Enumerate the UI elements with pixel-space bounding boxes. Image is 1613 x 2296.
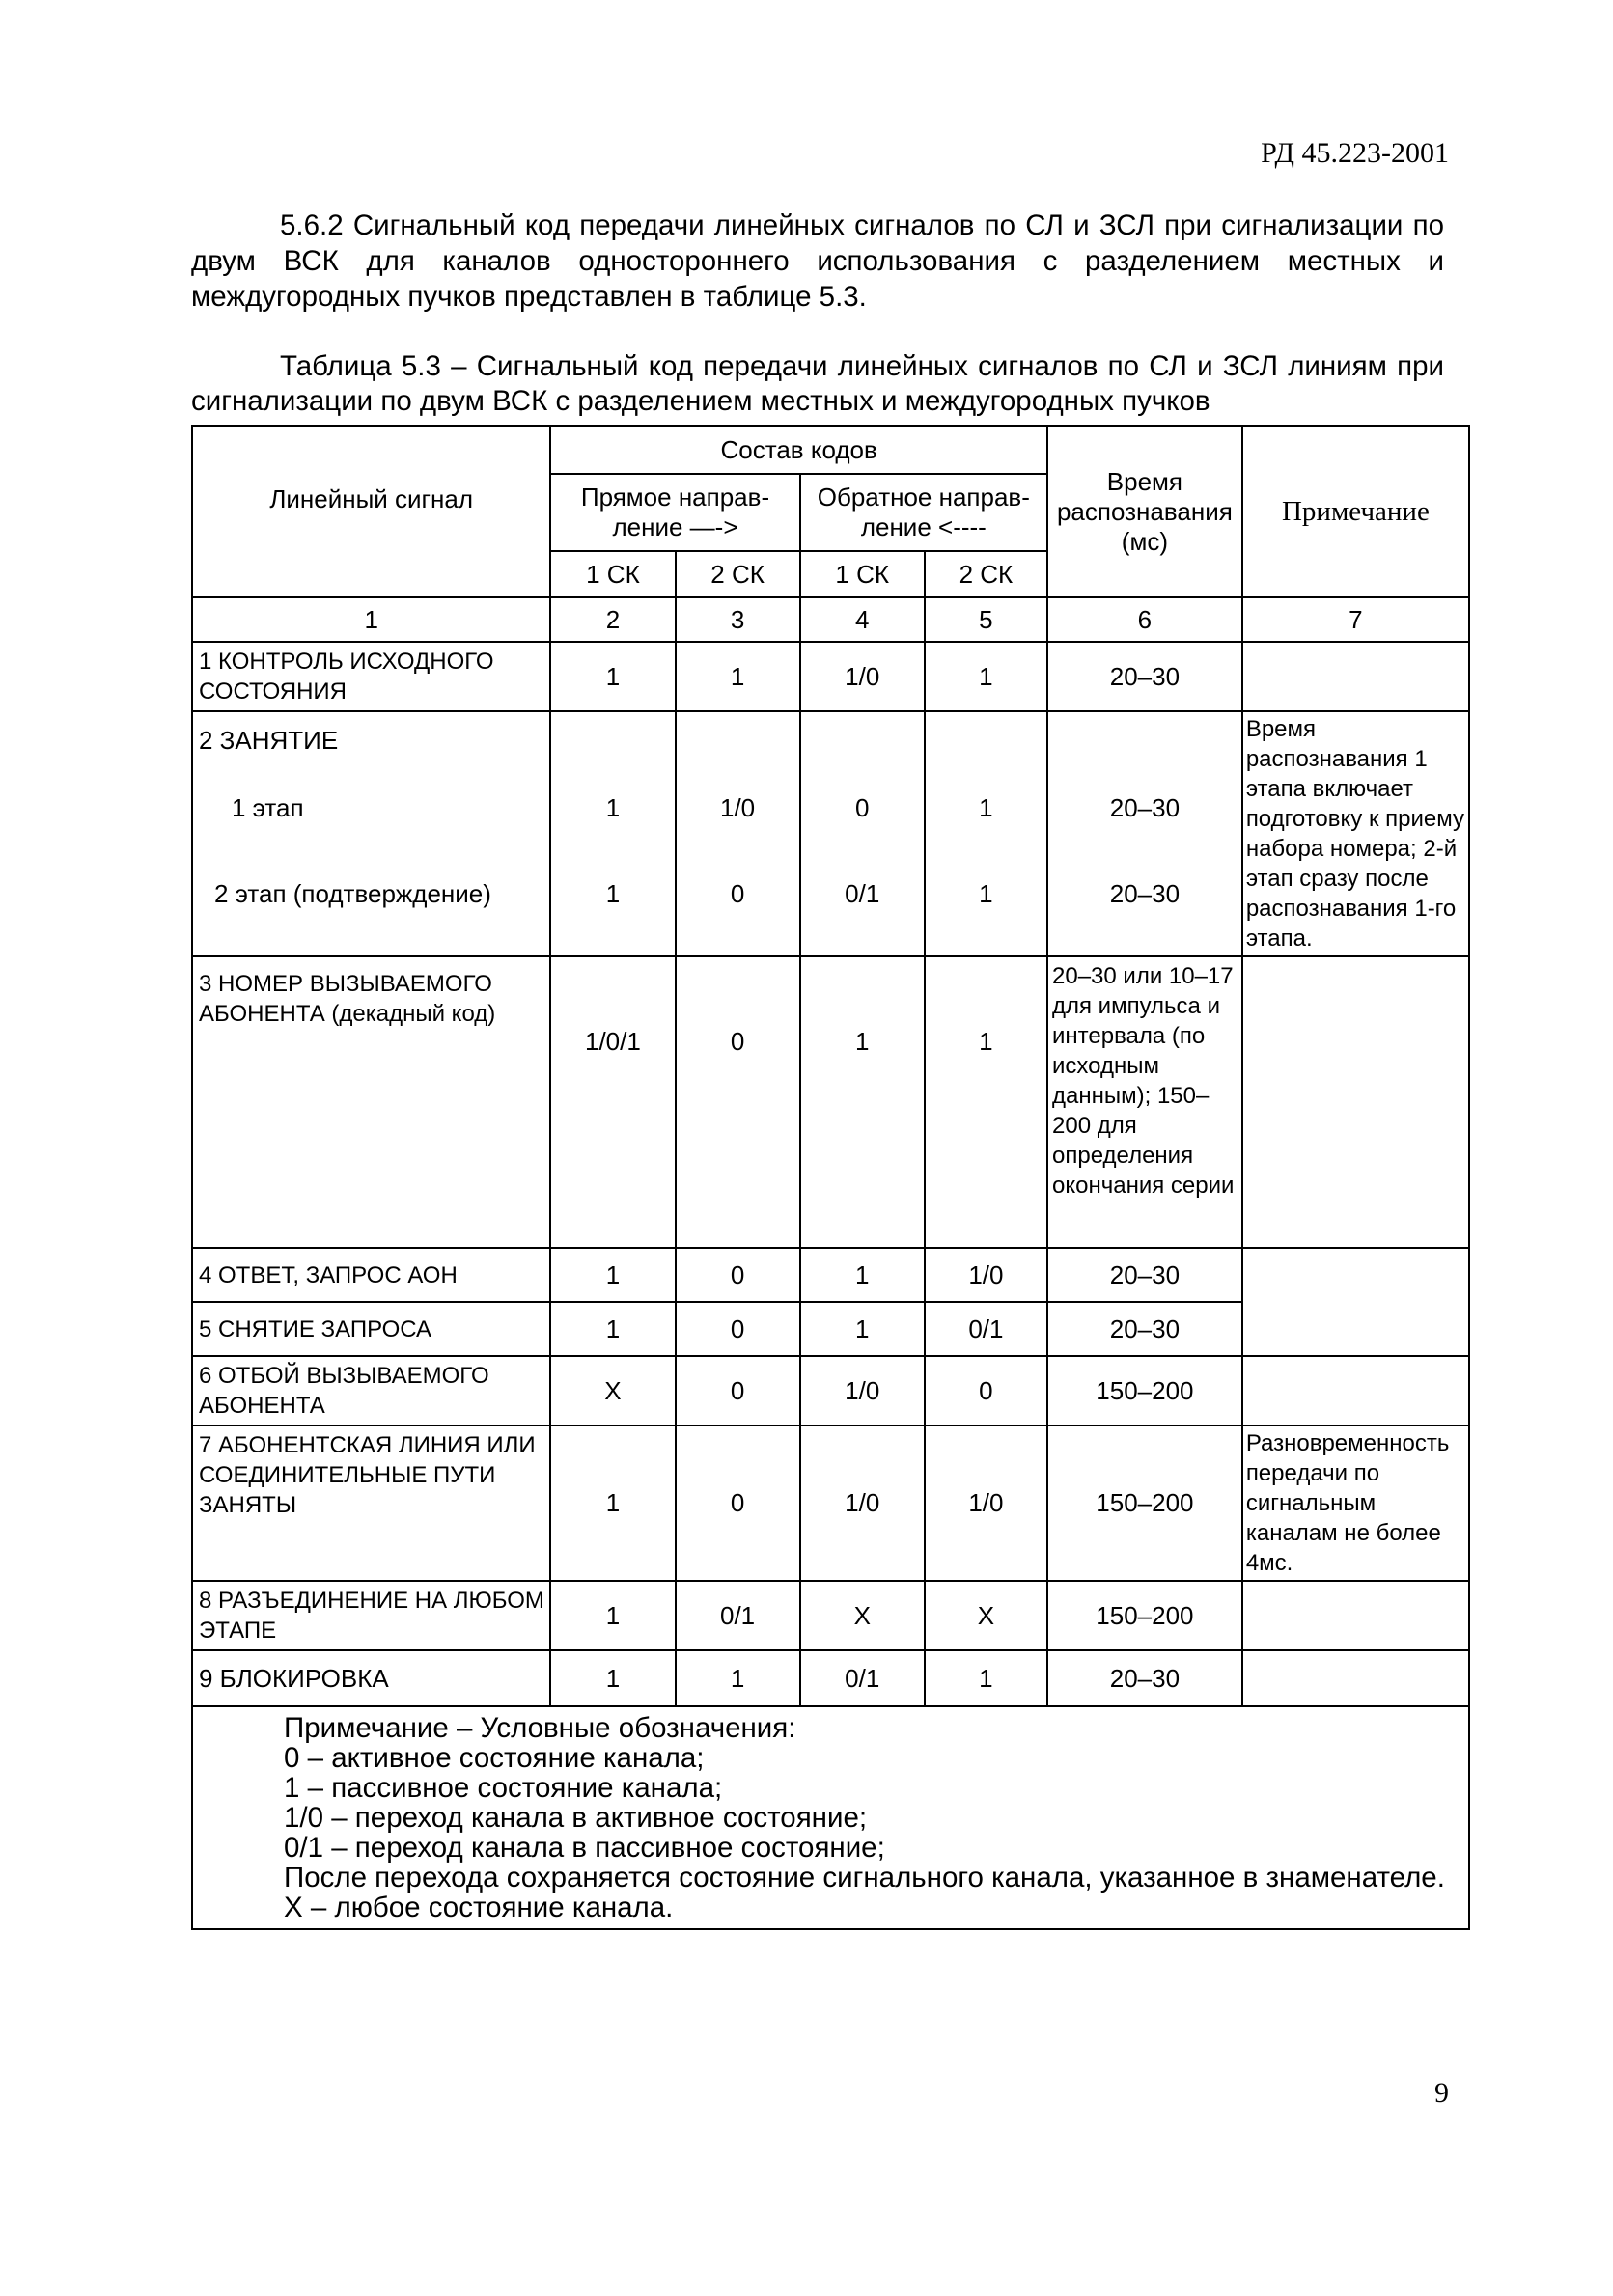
signal-name: 6 ОТБОЙ ВЫЗЫВАЕМОГО АБОНЕНТА bbox=[192, 1356, 550, 1425]
cell: 1 bbox=[925, 1650, 1047, 1706]
header-time: Время распознавания (мс) bbox=[1047, 426, 1242, 597]
col-num: 4 bbox=[800, 597, 925, 642]
cell: 1/0 bbox=[925, 1248, 1047, 1302]
note-cell bbox=[1242, 956, 1469, 1248]
cell: 0/1 bbox=[800, 1650, 925, 1706]
stage-1-value: 0 bbox=[855, 793, 870, 822]
table-row bbox=[192, 1248, 1469, 1302]
header-forward: Прямое направ-ление —-> bbox=[550, 474, 799, 551]
stage-1-value: 1 bbox=[979, 793, 993, 822]
time-cell bbox=[1047, 711, 1242, 956]
col-num: 1 bbox=[192, 597, 550, 642]
table-row bbox=[192, 1425, 1469, 1581]
cell: 0 bbox=[676, 1425, 800, 1581]
signal-name: 1 КОНТРОЛЬ ИСХОДНОГО СОСТОЯНИЯ bbox=[192, 642, 550, 711]
stage-2-time: 20–30 bbox=[1109, 879, 1181, 908]
stage-2-value: 0/1 bbox=[845, 879, 880, 908]
cell bbox=[925, 711, 1047, 956]
cell: 1 bbox=[550, 1248, 675, 1302]
note-cell bbox=[1242, 1650, 1469, 1706]
signal-name: 7 АБОНЕНТСКАЯ ЛИНИЯ ИЛИ СОЕДИНИТЕЛЬНЫЕ ПУТИ ЗАНЯТЫ bbox=[192, 1425, 550, 1581]
signal-name: 3 НОМЕР ВЫЗЫВАЕМОГО АБОНЕНТА (декадный код) bbox=[192, 956, 550, 1248]
signal-name bbox=[192, 711, 550, 956]
header-signal: Линейный сигнал bbox=[192, 426, 550, 597]
cell: Х bbox=[550, 1356, 675, 1425]
time-cell: 20–30 bbox=[1047, 1650, 1242, 1706]
stage-1-label: 1 этап bbox=[232, 793, 304, 822]
column-numbers-row bbox=[192, 597, 1469, 642]
footnote-line: Х – любое состояние канала. bbox=[284, 1892, 674, 1923]
table-row bbox=[192, 1356, 1469, 1425]
stage-1-value: 1 bbox=[605, 793, 621, 822]
stage-2-value: 1 bbox=[605, 879, 621, 908]
stage-2-label: 2 этап (подтверждение) bbox=[214, 879, 491, 908]
footnote-line: 1 – пассивное состояние канала; bbox=[284, 1772, 723, 1804]
cell: 1 bbox=[550, 642, 675, 711]
footnote-row bbox=[192, 1706, 1469, 1929]
footnote bbox=[192, 1706, 1469, 1929]
note-cell bbox=[1242, 1248, 1469, 1356]
cell: Х bbox=[800, 1581, 925, 1650]
stage-2-value: 0 bbox=[730, 879, 745, 908]
footnote-line: После перехода сохраняется состояние сигнального канала, указанное в знаменателе. bbox=[284, 1862, 1445, 1894]
header-note: Примечание bbox=[1242, 426, 1469, 597]
table-row bbox=[192, 956, 1469, 1248]
cell: 1 bbox=[925, 642, 1047, 711]
stage-2-value: 1 bbox=[979, 879, 993, 908]
cell: 1 bbox=[550, 1581, 675, 1650]
cell: 1 bbox=[800, 1302, 925, 1356]
cell bbox=[800, 711, 925, 956]
col-num: 7 bbox=[1242, 597, 1469, 642]
time-cell: 150–200 bbox=[1047, 1425, 1242, 1581]
header-1sk-backward: 1 СК bbox=[800, 551, 925, 597]
time-cell: 20–30 bbox=[1047, 1248, 1242, 1302]
table-row bbox=[192, 1650, 1469, 1706]
signal-name: 8 РАЗЪЕДИНЕНИЕ НА ЛЮБОМ ЭТАПЕ bbox=[192, 1581, 550, 1650]
cell: 1/0 bbox=[800, 642, 925, 711]
header-2sk-backward: 2 СК bbox=[925, 551, 1047, 597]
cell: 0/1 bbox=[676, 1581, 800, 1650]
note-cell bbox=[1242, 1581, 1469, 1650]
note-cell bbox=[1242, 642, 1469, 711]
header-2sk-forward: 2 СК bbox=[676, 551, 800, 597]
stage-1-value: 1/0 bbox=[720, 793, 756, 822]
footnote-title: Примечание – Условные обозначения: bbox=[284, 1712, 796, 1744]
cell bbox=[550, 711, 675, 956]
cell: Х bbox=[925, 1581, 1047, 1650]
stage-1-time: 20–30 bbox=[1109, 793, 1181, 822]
cell: 0 bbox=[676, 1302, 800, 1356]
cell: 1 bbox=[676, 1650, 800, 1706]
table-row bbox=[192, 642, 1469, 711]
footnote-line: 0/1 – переход канала в пассивное состояние; bbox=[284, 1832, 885, 1864]
cell: 1/0 bbox=[800, 1356, 925, 1425]
cell: 1/0 bbox=[800, 1425, 925, 1581]
cell: 0/1 bbox=[925, 1302, 1047, 1356]
header-1sk-forward: 1 СК bbox=[550, 551, 675, 597]
cell: 1 bbox=[550, 1650, 675, 1706]
cell: 1 bbox=[925, 956, 1047, 1248]
header-backward: Обратное направ-ление <---- bbox=[800, 474, 1047, 551]
time-cell: 20–30 bbox=[1047, 642, 1242, 711]
note-cell: Время распознавания 1 этапа включает подготовку к приему набора номера; 2-й этап сразу после распознавания 1-го этапа. bbox=[1242, 711, 1469, 956]
signal-name: 5 СНЯТИЕ ЗАПРОСА bbox=[192, 1302, 550, 1356]
time-cell: 20–30 bbox=[1047, 1302, 1242, 1356]
time-cell: 150–200 bbox=[1047, 1356, 1242, 1425]
col-num: 6 bbox=[1047, 597, 1242, 642]
cell: 1 bbox=[550, 1425, 675, 1581]
table-row bbox=[192, 1581, 1469, 1650]
document-code: РД 45.223-2001 bbox=[1261, 137, 1449, 169]
cell: 1/0 bbox=[925, 1425, 1047, 1581]
cell: 0 bbox=[676, 1248, 800, 1302]
note-cell bbox=[1242, 1356, 1469, 1425]
cell: 0 bbox=[676, 1356, 800, 1425]
time-cell: 150–200 bbox=[1047, 1581, 1242, 1650]
table-row bbox=[192, 711, 1469, 956]
time-cell: 20–30 или 10–17 для импульса и интервала (по исходным данным); 150–200 для определения окончания серии bbox=[1047, 956, 1242, 1248]
header-codes: Состав кодов bbox=[550, 426, 1047, 474]
intro-paragraph: 5.6.2 Сигнальный код передачи линейных сигналов по СЛ и ЗСЛ при сигнализации по двум ВСК для каналов одностороннего использования с разделением местных и междугородных пучков представлен в таблице 5.3. bbox=[191, 209, 1444, 313]
cell: 1 bbox=[676, 642, 800, 711]
cell: 1 bbox=[800, 956, 925, 1248]
cell: 1 bbox=[800, 1248, 925, 1302]
cell: 1 bbox=[550, 1302, 675, 1356]
col-num: 5 bbox=[925, 597, 1047, 642]
note-cell: Разновременность передачи по сигнальным каналам не более 4мс. bbox=[1242, 1425, 1469, 1581]
page-number: 9 bbox=[1434, 2077, 1449, 2109]
signal-title: 2 ЗАНЯТИЕ bbox=[199, 726, 339, 755]
cell: 0 bbox=[925, 1356, 1047, 1425]
signal-name: 9 БЛОКИРОВКА bbox=[192, 1650, 550, 1706]
col-num: 2 bbox=[550, 597, 675, 642]
col-num: 3 bbox=[676, 597, 800, 642]
footnote-line: 0 – активное состояние канала; bbox=[284, 1742, 705, 1774]
table-caption: Таблица 5.3 – Сигнальный код передачи линейных сигналов по СЛ и ЗСЛ линиям при сигнализации по двум ВСК с разделением местных и междугородных пучков bbox=[191, 350, 1444, 417]
footnote-line: 1/0 – переход канала в активное состояние; bbox=[284, 1802, 868, 1834]
cell: 1/0/1 bbox=[550, 956, 675, 1248]
cell: 0 bbox=[676, 956, 800, 1248]
cell bbox=[676, 711, 800, 956]
signal-code-table bbox=[191, 425, 1470, 1930]
signal-name: 4 ОТВЕТ, ЗАПРОС АОН bbox=[192, 1248, 550, 1302]
